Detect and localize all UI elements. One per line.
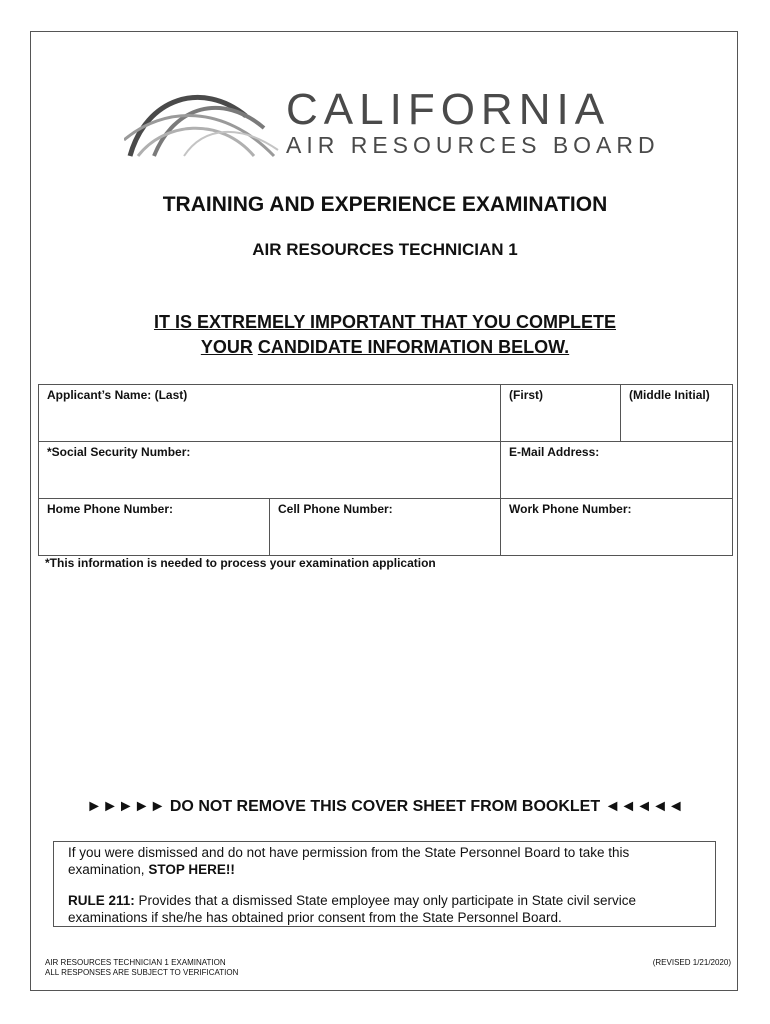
work-phone-label: Work Phone Number: [509, 502, 632, 516]
ssn-label: *Social Security Number: [47, 445, 191, 459]
footer-revised-date: (REVISED 1/21/2020) [652, 958, 731, 967]
last-name-field[interactable] [39, 385, 501, 442]
cell-phone-field[interactable] [270, 499, 501, 556]
first-name-label: (First) [509, 388, 544, 402]
ssn-field[interactable] [39, 442, 501, 499]
rule-211-text: Provides that a dismissed State employee may only participate in State civil service examinations if she/he has obtained prior consent from the State Personnel Board. [68, 893, 637, 925]
middle-initial-label: (Middle Initial) [629, 388, 710, 402]
last-name-label: Applicant’s Name: (Last) [47, 388, 188, 402]
email-field[interactable] [501, 442, 733, 499]
ssn-footnote: *This information is needed to process your examination application [45, 556, 436, 570]
important-notice [0, 310, 770, 360]
cell-phone-label: Cell Phone Number: [278, 502, 393, 516]
important-line1: IT IS EXTREMELY IMPORTANT THAT YOU COMPLETE [153, 312, 617, 332]
rule-211-paragraph [68, 892, 701, 926]
email-label: E-Mail Address: [509, 445, 600, 459]
rule-211-label: RULE 211: [68, 893, 135, 908]
dismissal-paragraph [68, 844, 701, 878]
logo-arcs-icon [124, 76, 284, 162]
logo-wordmark-california: CALIFORNIA [286, 85, 611, 134]
important-line2-your: YOUR [200, 337, 253, 357]
candidate-info-form [38, 384, 733, 556]
home-phone-field[interactable] [39, 499, 270, 556]
stop-here-text: STOP HERE!! [148, 862, 235, 877]
home-phone-label: Home Phone Number: [47, 502, 174, 516]
footer-exam-name: AIR RESOURCES TECHNICIAN 1 EXAMINATION [45, 958, 226, 967]
footer-left [45, 958, 238, 978]
work-phone-field[interactable] [501, 499, 733, 556]
exam-subtitle: AIR RESOURCES TECHNICIAN 1 [252, 240, 518, 259]
dismissal-text: If you were dismissed and do not have permission from the State Personnel Board to take this examination, [68, 845, 630, 877]
exam-title: TRAINING AND EXPERIENCE EXAMINATION [162, 193, 608, 216]
important-line2-rest: CANDIDATE INFORMATION BELOW. [257, 337, 570, 357]
california-air-resources-board-logo [124, 76, 660, 162]
dismissal-rules-box [53, 841, 716, 927]
logo-wordmark-air-resources-board: AIR RESOURCES BOARD [286, 132, 660, 158]
cover-sheet-notice: ►►►►► DO NOT REMOVE THIS COVER SHEET FROM BOOKLET ◄◄◄◄◄ [86, 798, 684, 815]
middle-initial-field[interactable] [621, 385, 733, 442]
first-name-field[interactable] [501, 385, 621, 442]
footer-verification: ALL RESPONSES ARE SUBJECT TO VERIFICATION [45, 968, 239, 977]
